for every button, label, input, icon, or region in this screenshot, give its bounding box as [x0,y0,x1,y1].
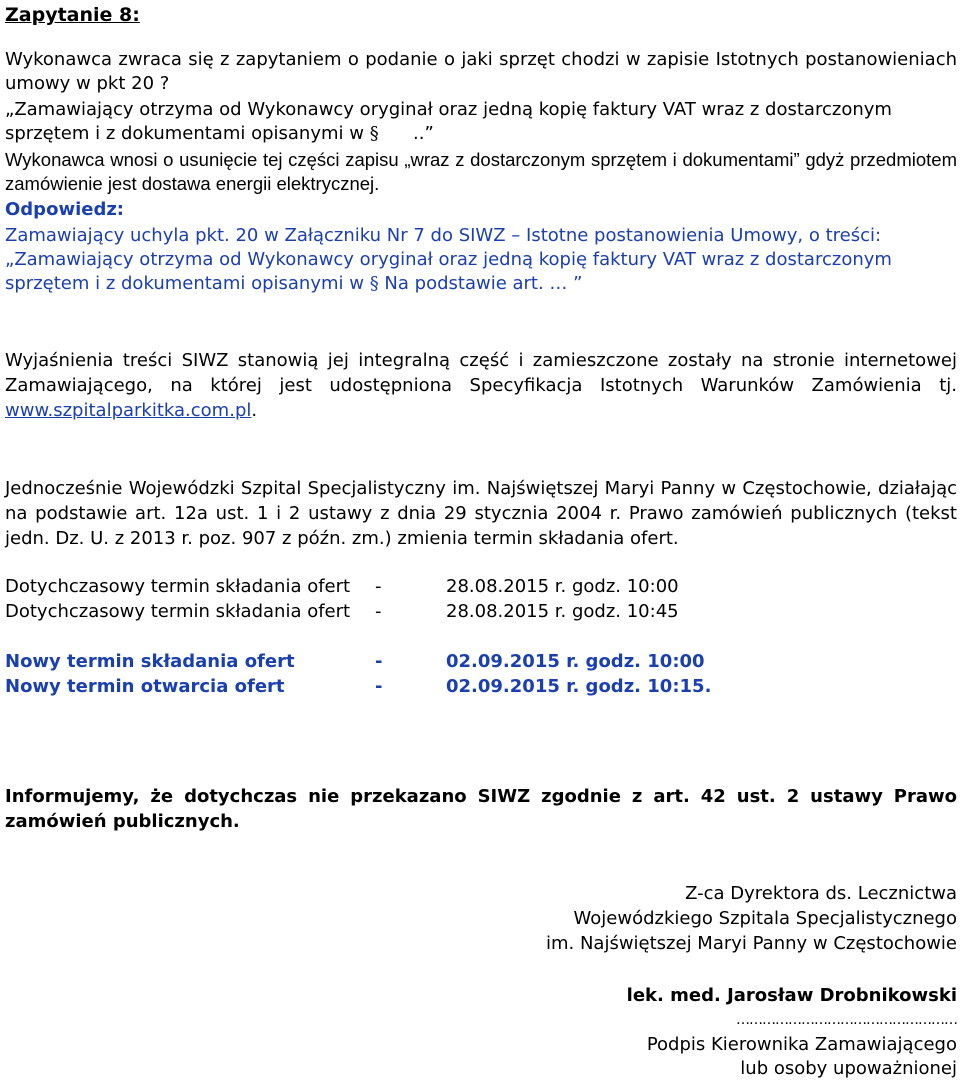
explanation-text: Wyjaśnienia treści SIWZ stanowią jej integralną część i zamieszczone zostały na stronie internetowej Zamawiającego, na której jest udostępniona Specyfikacja Istotnych Warunków Zamówienia tj. [5,350,957,396]
signature-line-1: Z-ca Dyrektora ds. Lecznictwa [685,883,957,904]
answer-quote-text: „Zamawiający otrzyma od Wykonawcy oryginał oraz jedną kopię faktury VAT wraz z dostarczonym sprzętem i z dokumentami opisanymi w [5,249,892,294]
answer-line-2 [5,248,957,296]
question-paragraph-2 [5,98,957,146]
date-label: Dotychczasowy termin składania ofert [5,601,351,622]
signature-line-2: Wojewódzkiego Szpitala Specjalistycznego [573,908,957,929]
info-paragraph: Informujemy, że dotychczas nie przekazano SIWZ zgodnie z art. 42 ust. 2 ustawy Prawo zamówień publicznych. [5,786,957,832]
date-value: 02.09.2015 r. godz. 10:00 [446,651,705,672]
date-dash: - [375,576,382,597]
date-label: Nowy termin składania ofert [5,651,295,672]
answer-body [5,224,957,296]
answer-quote-end: Na podstawie art. … ” [378,273,583,294]
question-title: Zapytanie 8: [5,4,140,26]
date-value: 28.08.2015 r. godz. 10:45 [446,601,679,622]
answer-line-1: Zamawiający uchyla pkt. 20 w Załączniku Nr 7 do SIWZ – Istotne postanowienia Umowy, o treści: [5,225,882,246]
answer-heading: Odpowiedz: [5,199,125,220]
date-label: Dotychczasowy termin składania ofert [5,576,351,597]
question-paragraph-1: Wykonawca zwraca się z zapytaniem o podanie o jaki sprzęt chodzi w zapisie Istotnych postanowieniach umowy w pkt 20 ? [5,49,957,94]
date-value: 28.08.2015 r. godz. 10:00 [446,576,679,597]
question-paragraph-3: Wykonawca wnosi o usunięcie tej części zapisu „wraz z dostarczonym sprzętem i dokumentami” gdyż przedmiotem zamówienie jest dostawa energii elektrycznej. [5,149,957,194]
date-dash: - [375,651,383,672]
section-sign: § [369,273,379,294]
date-dash: - [375,601,382,622]
question-quote-end: ..” [378,123,434,144]
signature-name: lek. med. Jarosław Drobnikowski [626,985,957,1006]
question-quote-text: „Zamawiający otrzyma od Wykonawcy oryginał oraz jedną kopię faktury VAT wraz z dostarczonym sprzętem i z dokumentami opisanymi w [5,99,892,144]
explanation-end: . [251,400,258,421]
website-link[interactable]: www.szpitalparkitka.com.pl [5,400,252,421]
signature-caption-2: lub osoby upoważnionej [740,1058,957,1079]
date-label: Nowy termin otwarcia ofert [5,676,285,697]
date-value: 02.09.2015 r. godz. 10:15. [446,676,712,697]
section-sign: § [369,123,379,144]
date-dash: - [375,676,383,697]
explanation-paragraph [5,348,957,423]
signature-line-3: im. Najświętszej Maryi Panny w Częstochowie [545,933,957,954]
signature-caption-1: Podpis Kierownika Zamawiającego [646,1034,957,1055]
deadline-change-paragraph: Jednocześnie Wojewódzki Szpital Specjalistyczny im. Najświętszej Maryi Panny w Częstochowie, działając na podstawie art. 12a ust. 1 i 2 ustawy z dnia 29 stycznia 2004 r. Prawo zamówień publicznych (tekst jedn. Dz. U. z 2013 r. poz. 907 z późn. zm.) zmienia termin składania ofert. [5,478,957,549]
signature-dots: …………………………………………… [736,1012,957,1028]
